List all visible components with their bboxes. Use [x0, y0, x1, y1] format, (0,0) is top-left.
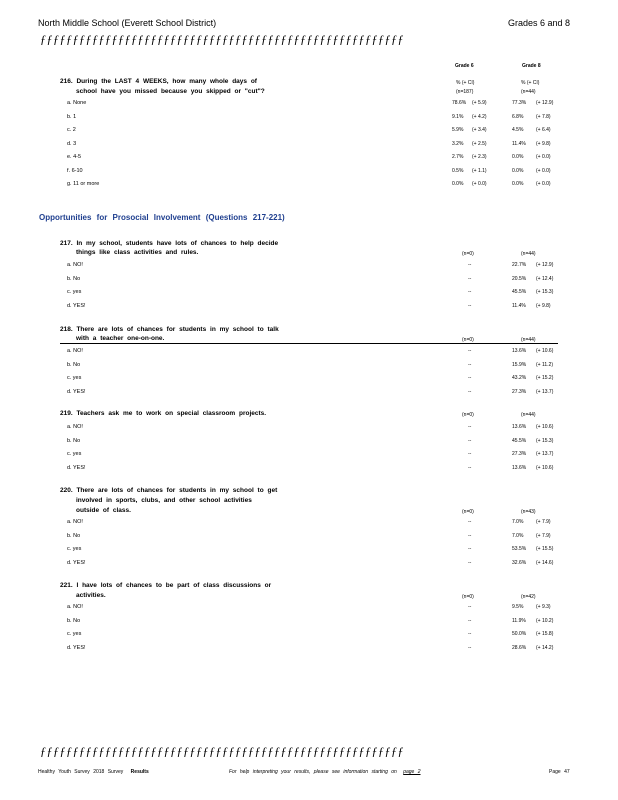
grade8-value: 43.2%	[512, 375, 527, 381]
footer-help	[229, 769, 421, 775]
grade8-ci: (+ 9.3)	[536, 604, 551, 610]
q217-text-line1: 217. In my school, students have lots of chances to help decide	[60, 240, 279, 247]
grade6-value: --	[468, 424, 472, 430]
grade8-ci: (+ 15.3)	[536, 289, 554, 295]
option-label: c. yes	[67, 451, 82, 457]
grade6-ci: (+ 3.4)	[472, 127, 487, 133]
grade8-ci: (+ 15.8)	[536, 631, 554, 637]
option-label: b. No	[67, 437, 81, 444]
grade8-ci: (+ 14.2)	[536, 644, 554, 651]
grade8-ci: (+ 0.0)	[536, 167, 551, 174]
grade6-ci-header: % (+ CI)	[456, 80, 475, 86]
option-label: c. yes	[67, 289, 82, 295]
q221-n-grade8: (n=42)	[521, 594, 536, 600]
grade8-ci: (+ 0.0)	[536, 181, 551, 187]
option-label: d. 3	[67, 140, 77, 147]
grade8-header: Grade 8	[522, 63, 541, 69]
header-grades: Grades 6 and 8	[508, 18, 571, 28]
footer-page-link[interactable]: page 2	[403, 769, 421, 775]
grade8-value: 7.0%	[512, 532, 524, 539]
q216-text-line2: school have you missed because you skipped or "cut"?	[76, 88, 265, 95]
grade8-ci: (+ 10.6)	[536, 464, 554, 471]
q217-text-line2: things like class activities and rules.	[76, 249, 199, 256]
footer-results: Results	[130, 769, 149, 775]
grade6-value: --	[468, 604, 472, 610]
footer-decoration: ƒƒƒƒƒƒƒƒƒƒƒƒƒƒƒƒƒƒƒƒƒƒƒƒƒƒƒƒƒƒƒƒƒƒƒƒƒƒƒƒƒƒƒƒƒƒƒƒƒƒƒƒƒƒƒƒ	[40, 744, 404, 758]
grade6-value: 3.2%	[452, 140, 464, 147]
option-label: c. yes	[67, 375, 82, 381]
grade8-ci: (+ 12.9)	[536, 262, 554, 268]
q219-n-grade8: (n=44)	[521, 412, 536, 418]
grade8-ci: (+ 7.9)	[536, 519, 551, 525]
option-label: c. yes	[67, 631, 82, 637]
grade8-value: 45.5%	[512, 437, 527, 444]
grade8-ci: (+ 12.4)	[536, 275, 554, 282]
grade6-value: --	[468, 302, 472, 309]
grade8-ci: (+ 6.4)	[536, 127, 551, 133]
q218-text-line1: 218. There are lots of chances for students in my school to talk	[60, 326, 279, 333]
grade8-value: 6.8%	[512, 113, 524, 120]
grade8-ci: (+ 10.6)	[536, 348, 554, 354]
option-label: d. YES!	[67, 302, 86, 309]
option-label: a. NO!	[67, 604, 83, 610]
option-label: b. No	[67, 275, 81, 282]
grade8-value: 53.5%	[512, 546, 527, 552]
q218-text-line2: with a teacher one-on-one.	[76, 335, 165, 342]
grade8-value: 15.9%	[512, 361, 527, 368]
grade6-value: --	[468, 262, 472, 268]
grade8-value: 9.5%	[512, 604, 524, 610]
grade8-ci: (+ 15.2)	[536, 375, 554, 381]
q219-n-grade6: (n=0)	[462, 412, 474, 418]
grade8-ci: (+ 10.6)	[536, 424, 554, 430]
grade8-value: 11.4%	[512, 140, 526, 147]
q220-text-line2: involved in sports, clubs, and other school activities	[76, 497, 252, 504]
q216-n-grade6: (n=187)	[456, 89, 474, 95]
grade6-ci: (+ 1.1)	[472, 167, 487, 174]
grade8-ci: (+ 10.2)	[536, 617, 554, 624]
grade8-value: 13.6%	[512, 348, 527, 354]
option-label: a. NO!	[67, 519, 83, 525]
grade6-value: --	[468, 644, 472, 651]
grade8-value: 0.0%	[512, 167, 524, 174]
grade8-ci: (+ 0.0)	[536, 154, 551, 160]
grade8-value: 77.3%	[512, 100, 527, 106]
grade8-value: 45.5%	[512, 289, 527, 295]
q218-n-grade6: (n=0)	[462, 337, 474, 343]
q221-text-line1: 221. I have lots of chances to be part of class discussions or	[60, 582, 272, 589]
option-label: b. No	[67, 361, 81, 368]
grade6-value: 9.1%	[452, 113, 464, 120]
grade6-value: --	[468, 519, 472, 525]
grade8-ci: (+ 15.5)	[536, 546, 554, 552]
option-label: a. NO!	[67, 424, 83, 430]
grade8-ci: (+ 13.7)	[536, 451, 554, 457]
q216-n-grade8: (n=44)	[521, 89, 536, 95]
grade6-value: --	[468, 388, 472, 395]
grade6-value: --	[468, 437, 472, 444]
option-label: g. 11 or more	[67, 181, 100, 187]
q221-text-line2: activities.	[76, 592, 106, 599]
grade6-value: --	[468, 348, 472, 354]
option-label: a. NO!	[67, 262, 83, 268]
grade6-value: --	[468, 375, 472, 381]
grade6-ci: (+ 4.2)	[472, 113, 487, 120]
header-school: North Middle School (Everett School District)	[38, 18, 217, 28]
grade8-ci: (+ 7.9)	[536, 532, 551, 539]
option-label: c. yes	[67, 546, 82, 552]
grade8-value: 0.0%	[512, 181, 524, 187]
footer-survey-name: Healthy Youth Survey 2018 Survey	[38, 769, 124, 775]
grade6-value: --	[468, 464, 472, 471]
grade6-value: 2.7%	[452, 154, 464, 160]
grade8-value: 7.0%	[512, 519, 524, 525]
option-label: a. None	[67, 100, 87, 106]
option-label: c. 2	[67, 127, 76, 133]
q218-n-grade8: (n=44)	[521, 337, 536, 343]
option-label: d. YES!	[67, 464, 86, 471]
option-label: a. NO!	[67, 348, 83, 354]
option-label: e. 4-5	[67, 154, 82, 160]
grade8-value: 50.0%	[512, 631, 527, 637]
grade8-ci: (+ 13.7)	[536, 388, 554, 395]
grade6-ci: (+ 2.3)	[472, 154, 487, 160]
footer-survey	[38, 769, 149, 775]
grade8-value: 13.6%	[512, 424, 527, 430]
grade6-ci: (+ 0.0)	[472, 181, 487, 187]
q216-text-line1: 216. During the LAST 4 WEEKS, how many whole days of	[60, 78, 257, 85]
q217-n-grade8: (n=44)	[521, 251, 536, 257]
grade6-ci: (+ 2.5)	[472, 140, 487, 147]
q220-n-grade8: (n=43)	[521, 509, 536, 515]
grade8-value: 4.5%	[512, 127, 524, 133]
option-label: d. YES!	[67, 644, 86, 651]
section-title: Opportunities for Prosocial Involvement (Questions 217-221)	[39, 213, 285, 222]
header-decoration: ƒƒƒƒƒƒƒƒƒƒƒƒƒƒƒƒƒƒƒƒƒƒƒƒƒƒƒƒƒƒƒƒƒƒƒƒƒƒƒƒƒƒƒƒƒƒƒƒƒƒƒƒƒƒƒƒ	[40, 32, 404, 46]
option-label: d. YES!	[67, 388, 86, 395]
q220-text-line1: 220. There are lots of chances for students in my school to get	[60, 487, 278, 494]
q218-divider	[60, 343, 558, 344]
grade8-ci: (+ 7.8)	[536, 113, 551, 120]
grade6-value: --	[468, 289, 472, 295]
grade8-ci: (+ 15.3)	[536, 437, 554, 444]
grade6-value: --	[468, 532, 472, 539]
grade6-value: --	[468, 546, 472, 552]
grade8-value: 32.6%	[512, 559, 527, 566]
grade6-value: 0.5%	[452, 167, 464, 174]
option-label: b. 1	[67, 113, 77, 120]
grade8-ci: (+ 9.8)	[536, 140, 551, 147]
grade6-header: Grade 6	[455, 63, 474, 69]
grade8-value: 11.4%	[512, 302, 526, 309]
grade8-value: 27.3%	[512, 388, 527, 395]
grade6-value: --	[468, 617, 472, 624]
grade6-value: --	[468, 451, 472, 457]
grade8-value: 0.0%	[512, 154, 524, 160]
option-label: f. 6-10	[67, 167, 83, 174]
grade6-value: --	[468, 275, 472, 282]
grade8-ci-header: % (+ CI)	[521, 80, 540, 86]
grade8-value: 13.6%	[512, 464, 527, 471]
grade8-ci: (+ 12.9)	[536, 100, 554, 106]
grade6-value: --	[468, 361, 472, 368]
option-label: d. YES!	[67, 559, 86, 566]
q220-n-grade6: (n=0)	[462, 509, 474, 515]
footer-page-number: Page 47	[549, 769, 570, 775]
grade6-value: 0.0%	[452, 181, 464, 187]
option-label: b. No	[67, 532, 81, 539]
q220-text-line3: outside of class.	[76, 507, 131, 514]
grade8-value: 20.5%	[512, 275, 527, 282]
grade8-ci: (+ 11.2)	[536, 361, 553, 368]
q221-n-grade6: (n=0)	[462, 594, 474, 600]
q219-text-line1: 219. Teachers ask me to work on special classroom projects.	[60, 410, 267, 417]
grade8-value: 22.7%	[512, 262, 527, 268]
grade6-ci: (+ 5.9)	[472, 100, 487, 106]
grade8-value: 27.3%	[512, 451, 527, 457]
q217-n-grade6: (n=0)	[462, 251, 474, 257]
grade6-value: 5.9%	[452, 127, 464, 133]
grade8-value: 28.6%	[512, 644, 527, 651]
footer-help-text: For help interpreting your results, please see information starting on	[229, 769, 397, 775]
grade6-value: 78.6%	[452, 100, 467, 106]
grade8-value: 11.9%	[512, 617, 526, 624]
grade8-ci: (+ 14.6)	[536, 559, 554, 566]
grade8-ci: (+ 9.8)	[536, 302, 551, 309]
grade6-value: --	[468, 631, 472, 637]
option-label: b. No	[67, 617, 81, 624]
grade6-value: --	[468, 559, 472, 566]
